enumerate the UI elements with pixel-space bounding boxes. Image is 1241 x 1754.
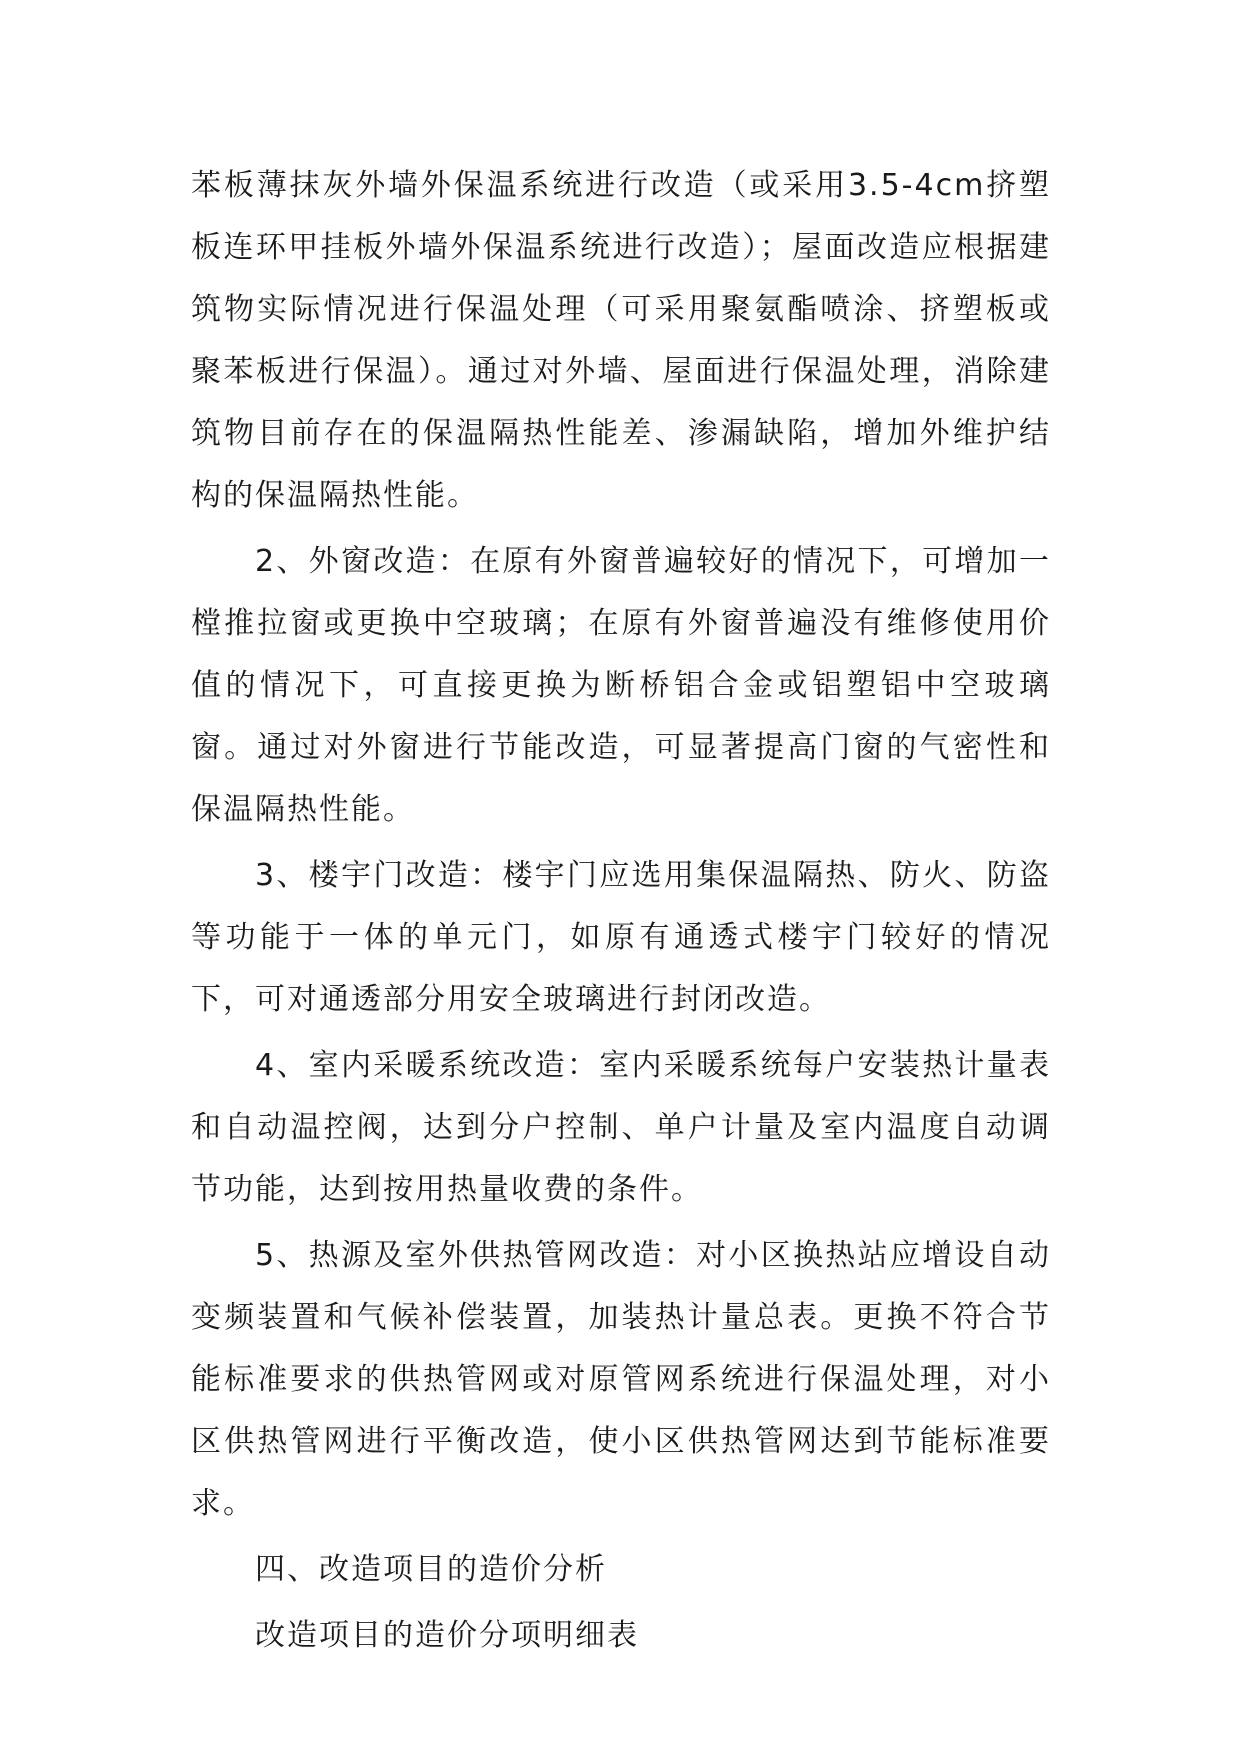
paragraph-entrance-door: 3、楼宇门改造：楼宇门应选用集保温隔热、防火、防盗等功能于一体的单元门，如原有通透式楼宇门较好的情况下，可对通透部分用安全玻璃进行封闭改造。 xyxy=(191,858,1051,1017)
paragraph-heat-source-network: 5、热源及室外供热管网改造：对小区换热站应增设自动变频装置和气候补偿装置，加装热计量总表。更换不符合节能标准要求的供热管网或对原管网系统进行保温处理，对小区供热管网进行平衡改造，使小区供热管网达到节能标准要求。 xyxy=(191,1238,1051,1521)
section-heading-cost-analysis: 四、改造项目的造价分析 xyxy=(255,1552,607,1587)
table-caption-cost-breakdown: 改造项目的造价分项明细表 xyxy=(255,1618,639,1653)
paragraph-window-renovation: 2、外窗改造：在原有外窗普遍较好的情况下，可增加一樘推拉窗或更换中空玻璃；在原有外窗普遍没有维修使用价值的情况下，可直接更换为断桥铝合金或铝塑铝中空玻璃窗。通过对外窗进行节能改造，可显著提高门窗的气密性和保温隔热性能。 xyxy=(191,544,1051,827)
paragraph-indoor-heating: 4、室内采暖系统改造：室内采暖系统每户安装热计量表和自动温控阀，达到分户控制、单户计量及室内温度自动调节功能，达到按用热量收费的条件。 xyxy=(191,1048,1051,1207)
paragraph-continued: 苯板薄抹灰外墙外保温系统进行改造（或采用3.5-4cm挤塑板连环甲挂板外墙外保温系统进行改造）；屋面改造应根据建筑物实际情况进行保温处理（可采用聚氨酯喷涂、挤塑板或聚苯板进行保温）。通过对外墙、屋面进行保温处理，消除建筑物目前存在的保温隔热性能差、渗漏缺陷，增加外维护结构的保温隔热性能。 xyxy=(191,168,1051,513)
document-body xyxy=(191,155,1051,1667)
